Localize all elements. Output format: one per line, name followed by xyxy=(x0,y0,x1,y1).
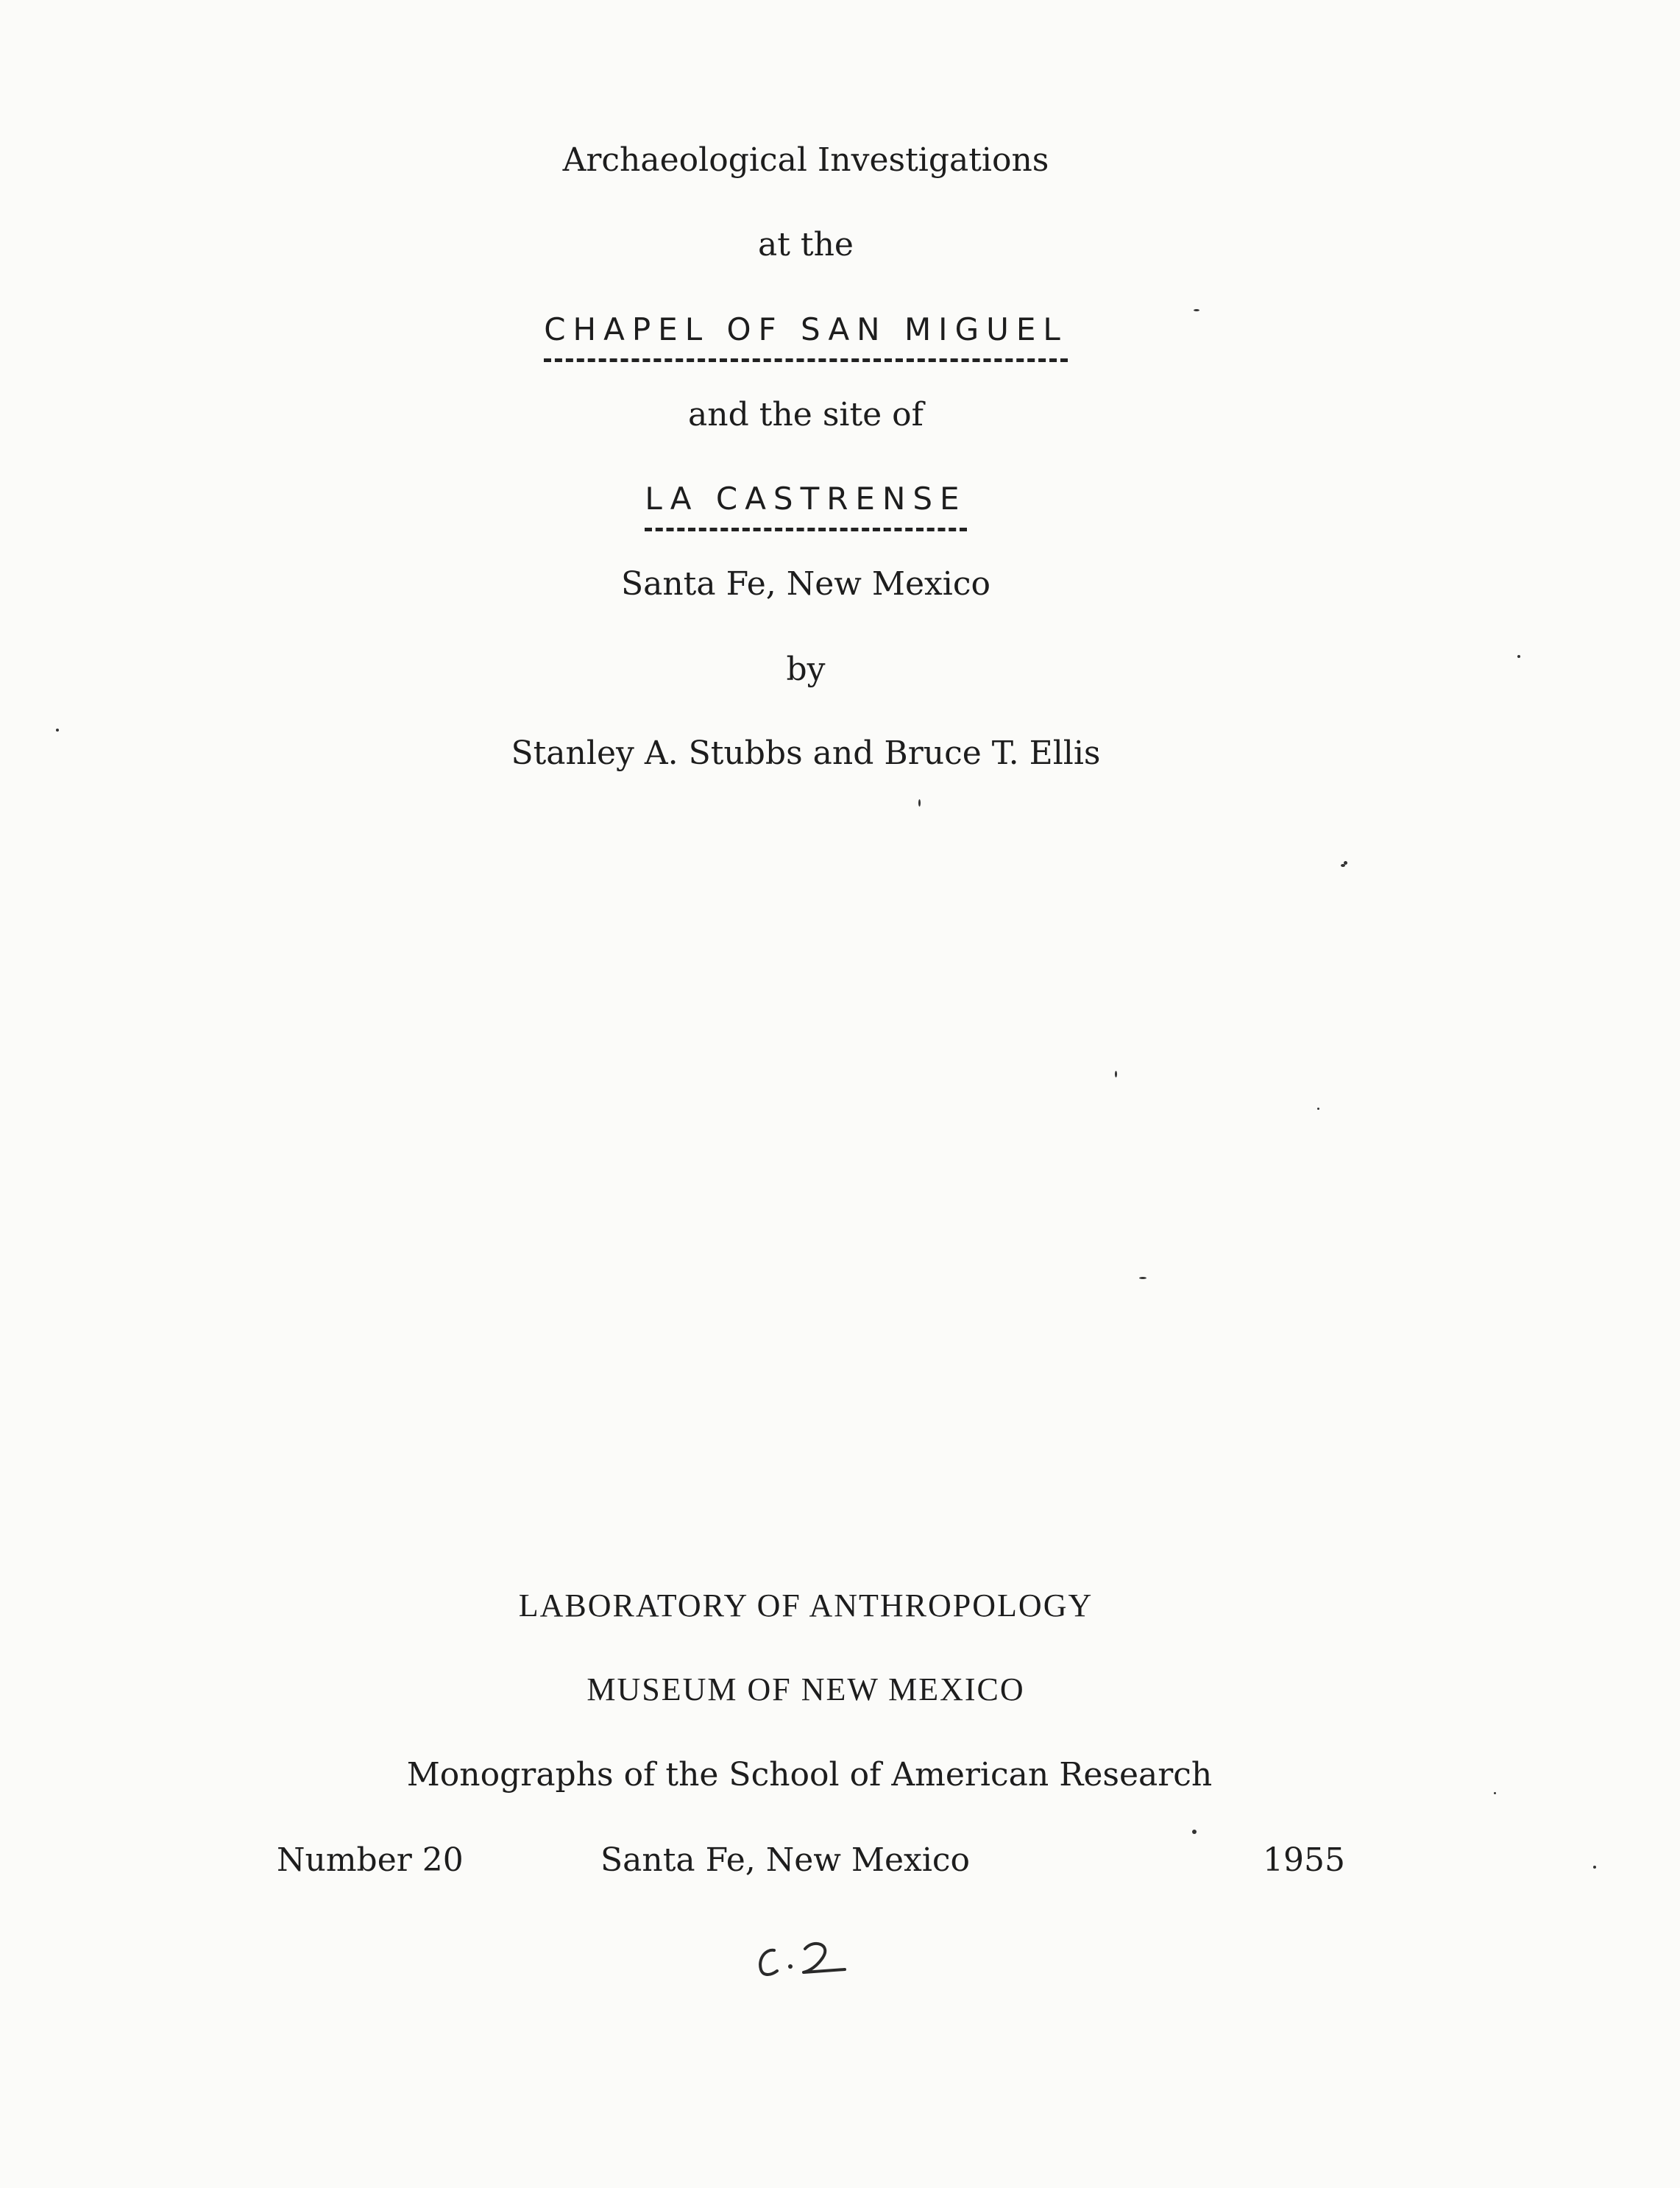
title-line-2: at the xyxy=(758,226,854,263)
publication-place: Santa Fe, New Mexico xyxy=(600,1841,971,1879)
paper-speck xyxy=(1139,1277,1146,1279)
paper-speck xyxy=(1341,864,1345,867)
by-line: by xyxy=(786,651,826,688)
paper-speck xyxy=(1115,1071,1117,1077)
paper-speck xyxy=(1317,1108,1319,1110)
series-line: Monographs of the School of American Research xyxy=(406,1756,1213,1794)
footer-row xyxy=(0,1838,1680,1887)
museum-line: MUSEUM OF NEW MEXICO xyxy=(586,1671,1025,1707)
paper-speck xyxy=(1194,309,1199,311)
institution-line: LABORATORY OF ANTHROPOLOGY xyxy=(518,1587,1094,1624)
title-castrense-heading xyxy=(0,477,1612,531)
paper-speck xyxy=(56,729,59,732)
paper-speck xyxy=(918,799,921,807)
paper-speck xyxy=(1494,1792,1496,1794)
authors-line: Stanley A. Stubbs and Bruce T. Ellis xyxy=(511,734,1101,772)
title-chapel-heading xyxy=(0,308,1612,362)
chapel-underlined xyxy=(544,308,1068,362)
castrense-underlined xyxy=(645,477,966,531)
chapel-text: CHAPEL OF SAN MIGUEL xyxy=(544,311,1068,347)
castrense-text: LA CASTRENSE xyxy=(645,481,967,517)
publication-year: 1955 xyxy=(1263,1841,1345,1879)
location-line: Santa Fe, New Mexico xyxy=(620,565,991,603)
paper-speck xyxy=(1593,1866,1596,1869)
handwritten-copy-note xyxy=(751,1928,861,1987)
monograph-number: Number 20 xyxy=(277,1841,464,1879)
title-line-4: and the site of xyxy=(688,396,924,433)
paper-speck xyxy=(1517,655,1520,658)
paper-speck xyxy=(1192,1830,1197,1834)
title-line-1: Archaeological Investigations xyxy=(562,141,1049,179)
